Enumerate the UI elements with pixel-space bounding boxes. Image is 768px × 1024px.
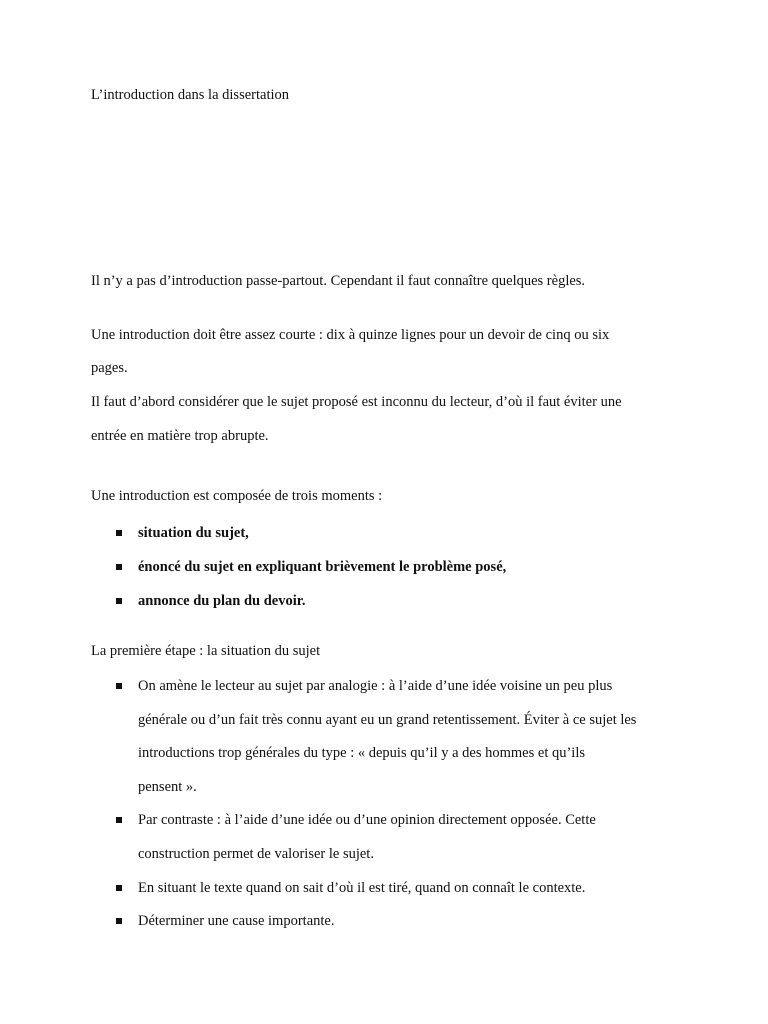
paragraph-length-line-1: Une introduction doit être assez courte : dix à quinze lignes pour un devoir de cinq ou six <box>91 327 610 343</box>
paragraph-reader-line-1: Il faut d’abord considérer que le sujet proposé est inconnu du lecteur, d’où il faut éviter une <box>91 394 622 410</box>
step-text-line: introductions trop générales du type : « depuis qu’il y a des hommes et qu’ils <box>138 745 586 761</box>
step-text-line: En situant le texte quand on sait d’où il est tiré, quand on connaît le contexte. <box>138 880 586 896</box>
paragraph-moments-intro: Une introduction est composée de trois moments : <box>91 488 383 504</box>
step-text-line: On amène le lecteur au sujet par analogie : à l’aide d’une idée voisine un peu plus <box>138 678 613 694</box>
step-text-line: Par contraste : à l’aide d’une idée ou d’une opinion directement opposée. Cette <box>138 812 596 828</box>
document-title: L’introduction dans la dissertation <box>91 87 290 103</box>
section-heading: La première étape : la situation du sujet <box>91 643 321 659</box>
bullet-icon <box>116 918 122 924</box>
moment-text: situation du sujet, <box>138 525 249 541</box>
moment-text: énoncé du sujet en expliquant brièvement le problème posé, <box>138 559 507 575</box>
bullet-icon <box>116 598 122 604</box>
bullet-icon <box>116 564 122 570</box>
paragraph-reader-line-2: entrée en matière trop abrupte. <box>91 428 269 444</box>
paragraph-intro: Il n’y a pas d’introduction passe-partout. Cependant il faut connaître quelques règles. <box>91 273 586 289</box>
bullet-icon <box>116 817 122 823</box>
bullet-icon <box>116 530 122 536</box>
step-text-line: Déterminer une cause importante. <box>138 913 335 929</box>
paragraph-length-line-2: pages. <box>91 360 128 376</box>
moment-text: annonce du plan du devoir. <box>138 593 306 609</box>
step-text-line: générale ou d’un fait très connu ayant eu un grand retentissement. Éviter à ce sujet les <box>138 712 637 728</box>
step-text-line: pensent ». <box>138 779 197 795</box>
step-text-line: construction permet de valoriser le sujet. <box>138 846 374 862</box>
bullet-icon <box>116 683 122 689</box>
bullet-icon <box>116 885 122 891</box>
